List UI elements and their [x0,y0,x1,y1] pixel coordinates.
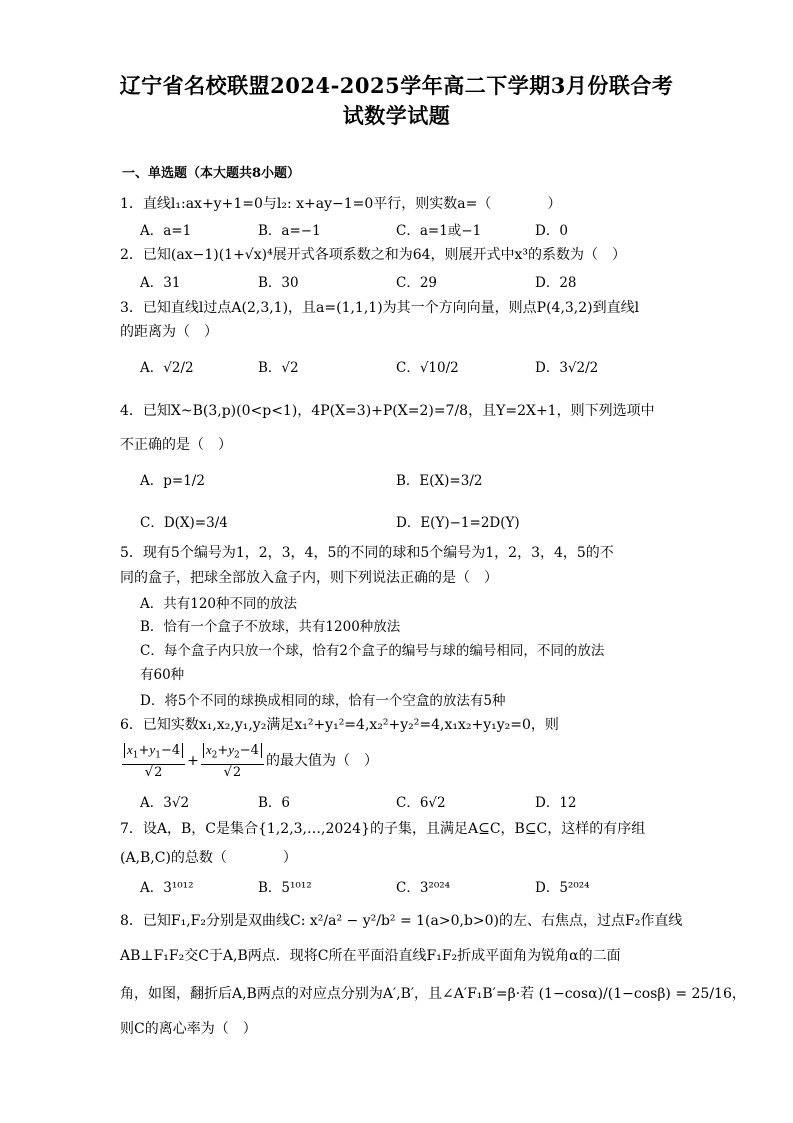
q1-option-d: D．0 [535,223,568,239]
question-8-text-line2: AB⊥F₁F₂交C于A,B两点．现将C所在平面沿直线F₁F₂折成平面角为锐角α的二面 [120,948,621,964]
q4-option-d: D．E(Y)−1=2D(Y) [396,515,520,531]
q6-fraction-2: $\frac{x_2+y_2-4}{√2}$ [201,742,264,780]
question-5-text-line1: 5．现有5个编号为1，2，3，4，5的不同的球和5个编号为1，2，3，4，5的不 [120,545,614,561]
q3-option-d: D．3√2/2 [535,360,599,376]
q7-option-b: B．5¹⁰¹² [258,880,312,896]
q3-option-b: B．√2 [258,360,299,376]
question-7-text-line2: (A,B,C)的总数（ ） [120,850,297,866]
question-3-text-line1: 3．已知直线l过点A(2,3,1)，且a=(1,1,1)为其一个方向向量，则点P(4,3,2)到直线l [120,300,640,316]
q6-option-c: C．6√2 [396,795,446,811]
question-7-text-line1: 7．设A，B，C是集合{1,2,3,…,2024}的子集，且满足A⊆C，B⊆C，这样的有序组 [120,821,646,837]
question-8-text-line1: 8．已知F₁,F₂分别是双曲线C: x²/a² − y²/b² = 1(a>0,b>0)的左、右焦点，过点F₂作直线 [120,913,683,929]
q6-option-b: B．6 [258,795,291,811]
q1-option-a: A．a=1 [140,223,192,239]
page-title-line2: 试数学试题 [342,103,451,128]
q7-option-c: C．3²⁰²⁴ [396,880,451,896]
q6-option-a: A．3√2 [140,795,190,811]
q2-option-c: C．29 [396,275,438,291]
q2-option-a: A．31 [140,275,181,291]
section-heading: 一、单选题（本大题共8小题） [122,166,301,181]
q6-tail: 的最大值为（ ） [265,752,378,769]
q2-option-d: D．28 [535,275,577,291]
q5-option-a: A．共有120种不同的放法 [140,596,298,612]
q1-option-c: C．a=1或−1 [396,223,482,239]
question-8-text-line3: 角，如图，翻折后A,B两点的对应点分别为A′,B′，且∠A′F₁B′=β·若 (1−cosα)/(1−cosβ) = 25/16， [120,986,746,1002]
page-title-line1: 辽宁省名校联盟2024-2025学年高二下学期3月份联合考 [119,73,674,98]
question-5-text-line2: 同的盒子，把球全部放入盒子内，则下列说法正确的是（ ） [120,570,498,586]
q5-option-c-line1: C．每个盒子内只放一个球，恰有2个盒子的编号与球的编号相同，不同的放法 [140,643,605,659]
q6-fraction-1: $\frac{x_1+y_1-4}{√2}$ [122,742,185,780]
question-6-text-line1: 6．已知实数x₁,x₂,y₁,y₂满足x₁²+y₁²=4,x₂²+y₂²=4,x₁x₂+y₁y₂=0，则 [120,717,559,733]
q7-option-d: D．5²⁰²⁴ [535,880,590,896]
q4-option-b: B．E(X)=3/2 [396,473,483,489]
q2-option-b: B．30 [258,275,299,291]
q5-option-b: B．恰有一个盒子不放球，共有1200种放法 [140,619,401,635]
question-4-text-line1: 4．已知X~B(3,p)(0<p<1)，4P(X=3)+P(X=2)=7/8，且Y=2X+1，则下列选项中 [120,403,655,419]
q1-option-b: B．a=−1 [258,223,321,239]
q4-option-a: A．p=1/2 [140,473,205,489]
q7-option-a: A．3¹⁰¹² [140,880,194,896]
q3-option-c: C．√10/2 [396,360,459,376]
question-2-text: 2．已知(ax−1)(1+√x)⁴展开式各项系数之和为64，则展开式中x³的系数为（ ） [120,247,627,263]
question-8-text-line4: 则C的离心率为（ ） [120,1021,257,1037]
question-6-expression-line: $\frac{x_1+y_1-4}{√2}$ + $\frac{x_2+y_2-4}{√2}$ 的最大值为（ ） [120,742,378,780]
question-4-text-line2: 不正确的是（ ） [120,437,232,453]
q5-option-c-line2: 有60种 [140,667,185,683]
q6-option-d: D．12 [535,795,577,811]
q4-option-c: C．D(X)=3/4 [140,515,228,531]
q5-option-d: D．将5个不同的球换成相同的球，恰有一个空盒的放法有5种 [140,693,506,709]
question-1-text: 1．直线l₁:ax+y+1=0与l₂: x+ay−1=0平行，则实数a=（ ） [120,196,562,212]
question-3-text-line2: 的距离为（ ） [120,324,218,340]
q3-option-a: A．√2/2 [140,360,194,376]
